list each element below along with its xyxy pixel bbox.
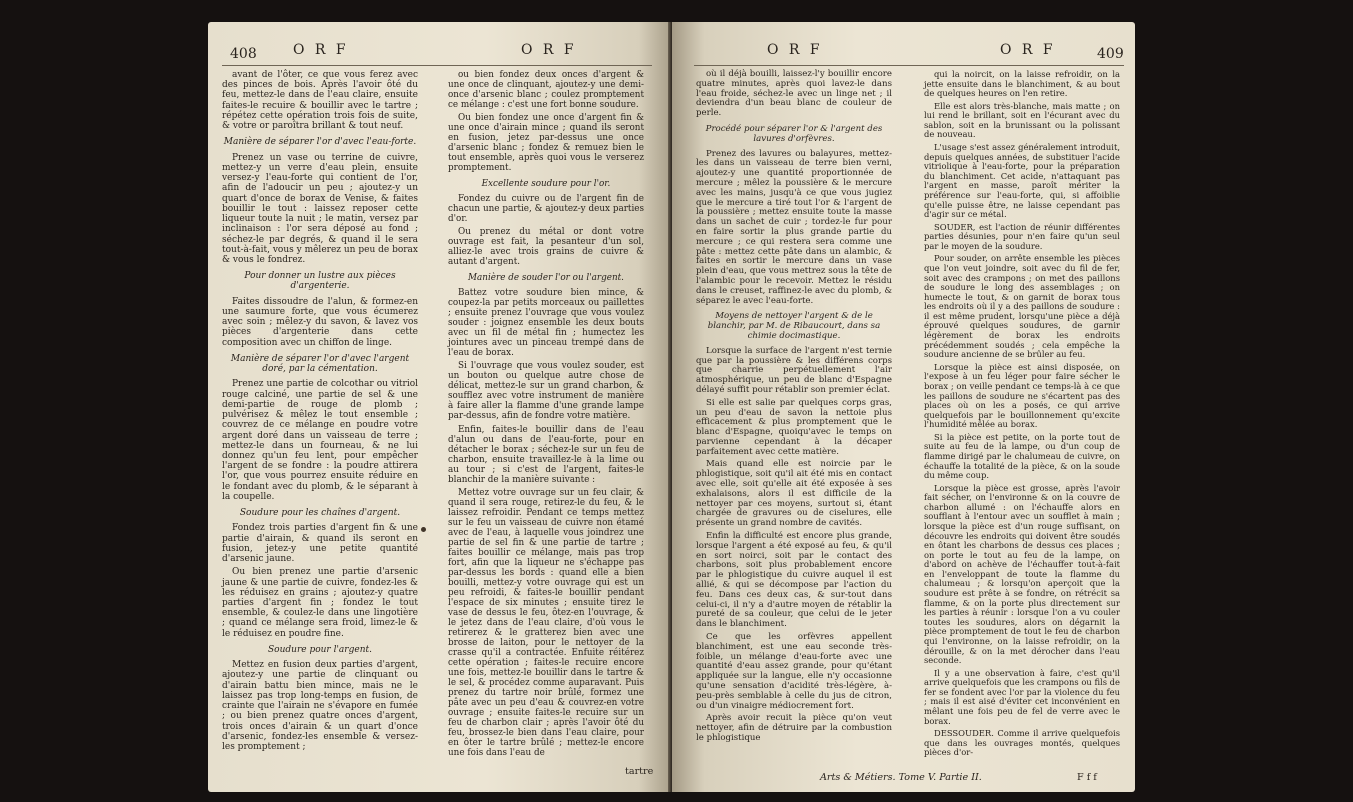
paragraph: Elle est alors très-blanche, mais matte ; on lui rend le brillant, soit en l'écurant avec du sablon, soit en la brunissant ou la polissant de nouveau.: [924, 100, 1120, 140]
paragraph: Battez votre soudure bien mince, & coupez-la par petits morceaux ou paillettes ; ensuite prenez l'ouvrage que vous voulez souder : joignez ensemble les deux bouts avec un fil de métal fin ; humectez les jointures avec un pinceau trempé dans de l'eau de borax.: [448, 288, 644, 359]
paragraph: Fondez du cuivre ou de l'argent fin de chacun une partie, & ajoutez-y deux parties d'or.: [448, 194, 644, 225]
paragraph: Mais quand elle est noircie par le phlogistique, soit qu'il ait été mis en contact avec elle, soit qu'elle ait été exposée à ses exhalaisons, alors il est difficile de la nettoyer par ces moyens, surtout si, étant chargée de gravures ou de ciselures, elle présente un grand nombre de cavités.: [696, 459, 892, 529]
running-head-right: O R F: [1000, 42, 1056, 58]
paragraph: Prenez un vase ou terrine de cuivre, mettez-y un verre d'eau plein, ensuite versez-y l'eau-forte qui contient de l'or, afin de l'adoucir un peu ; ajoutez-y un quart d'once de borax de Venise, & faites bouillir le tout : laissez reposer cette liqueur toute la nuit ; le matin, versez par inclinaison : l'or sera déposé au fond ; séchez-le par degrés, & quand il le sera tout-à-fait, vous y mêlerez un peu de borax & vous le fondrez.: [222, 152, 418, 265]
header-rule: [222, 65, 652, 66]
paragraph: Enfin, faites-le bouillir dans de l'eau d'alun ou dans de l'eau-forte, pour en détacher le borax ; séchez-le sur un feu de charbon, ensuite travaillez-le à la lime ou au tour ; si c'est de l'argent, faites-le blanchir de la manière suivante :: [448, 424, 644, 485]
section-heading: Soudure pour les chaînes d'argent.: [239, 508, 401, 519]
paragraph: Prenez une partie de colcothar ou vitriol rouge calciné, une partie de sel & une demi-partie de rouge de plomb ; pulvérisez & mêlez le tout ensemble ; couvrez de ce mélange en poudre votre argent doré dans un vaisseau de terre ; mettez-le dans un fourneau, & ne lui donnez qu'un feu lent, pour empêcher l'argent de se fondre : la poudre attirera l'or, que vous pourrez ensuite réduire en le fondant avec du plomb, & le séparant à la coupelle.: [222, 379, 418, 502]
signature-mark: F f f: [1077, 772, 1097, 783]
section-heading: Manière de séparer l'or d'avec l'argent doré, par la cémentation.: [230, 353, 410, 375]
ink-spot: [421, 527, 426, 532]
column-right: [924, 70, 1120, 761]
catchword: tartre: [625, 766, 654, 777]
paragraph: L'usage s'est assez généralement introduit, depuis quelques années, de substituer l'acide vitriolique à l'eau-forte, pour la préparation du blanchiment. Cet acide, n'attaquant pas l'argent en masse, paroît mériter la préférence sur l'eau-forte, qui, si affoiblie qu'elle puisse être, ne laisse cependant pas d'agir sur ce métal.: [924, 142, 1120, 220]
section-heading: Excellente soudure pour l'or.: [481, 179, 611, 190]
running-head-left: O R F: [293, 42, 349, 58]
paragraph: Mettez votre ouvrage sur un feu clair, & quand il sera rouge, retirez-le du feu, & le laissez refroidir. Pendant ce temps mettez sur le feu un vaisseau de cuivre non étamé avec de l'eau, à laquelle vous joindrez une partie de sel fin & une partie de tartre ; faites bouillir ce mélange, mais pas trop fort, afin que la liqueur ne s'échappe pas par-dessus les bords : quand elle a bien bouilli, mettez-y votre ouvrage qui est un peu refroidi, & faites-le bouillir pendant l'espace de six minutes ; ensuite tirez le vase de dessus le feu, ôtez-en l'ouvrage, & le jetez dans de l'eau claire, d'où vous le retirerez & le gratterez bien avec une brosse de laiton, pour le nettoyer de la crasse qu'il a contractée. Enfuite réitérez cette opération ; faites-le recuire encore une fois, mettez-le bouillir dans le tartre & le sel, & procédez comme auparavant. Puis prenez du tartre noir brûlé, formez une pâte avec un peu d'eau & couvrez-en votre ouvrage ; ensuite faites-le recuire sur un feu de charbon clair ; après l'avoir ôté du feu, brossez-le bien dans l'eau claire, pour en ôter le tartre brûlé ; mettez-le encore une fois dans l'eau de: [448, 487, 644, 758]
paragraph: Après avoir recuit la pièce qu'on veut nettoyer, afin de détruire par la combustion le phlogistique: [696, 713, 892, 743]
paragraph: SOUDER, est l'action de réunir différentes parties désunies, pour n'en faire qu'un seul par le moyen de la soudure.: [924, 221, 1120, 251]
section-heading: Pour donner un lustre aux pièces d'argenterie.: [244, 271, 396, 292]
column-right: [448, 70, 644, 761]
paragraph: Lorsque la pièce est grosse, après l'avoir fait sécher, on l'environne & on la couvre de charbon allumé : on l'échauffe alors en soufflant à l'entour avec un soufflet à main ; lorsque la pièce est d'un rouge suffisant, on découvre les endroits qui doivent être soudés en ôtant les charbons de dessus ces places ; on porte le tout au feu de la lampe, on d'abord on achève de l'échauffer tout-à-fait en l'enveloppant de toute la flamme du chalumeau ; & lorsqu'on aperçoit que la soudure est prête à se fondre, on rétrécit sa flamme, & on la porte plus directement sur les parties à réunir : lorsque l'on a vu couler toutes les soudures, alors on dégarnit la pièce promptement de tout le feu de charbon qui l'environne, on la laisse refroidir, on la dérouille, & on la met dérocher dans l'eau seconde.: [924, 482, 1120, 666]
running-head-left: O R F: [767, 42, 823, 58]
section-heading: Moyens de nettoyer l'argent & de le blanchir, par M. de Ribaucourt, dans sa chimie docimastique.: [707, 311, 881, 341]
left-page: [208, 22, 671, 792]
paragraph: Ou bien fondez une once d'argent fin & une once d'airain mince ; quand ils seront en fusion, jetez par-dessus une once d'arsenic blanc ; fondez & remuez bien le tout ensemble, après quoi vous le verserez promptement.: [448, 113, 644, 174]
column-left: [696, 70, 892, 747]
header-rule: [694, 65, 1124, 66]
paragraph: Mettez en fusion deux parties d'argent, ajoutez-y une partie de clinquant ou d'airain battu bien mince, mais ne le laissez pas trop long-temps en fusion, de crainte que l'airain ne s'évapore en fumée ; ou bien prenez quatre onces d'argent, trois onces d'airain & un quart d'once d'arsenic, fondez-les ensemble & versez-les promptement ;: [222, 660, 418, 753]
right-page: [672, 22, 1135, 792]
page-number: 409: [1097, 46, 1124, 62]
paragraph: où il déjà bouilli, laissez-l'y bouillir encore quatre minutes, après quoi lavez-le dans l'eau froide, séchez-le avec un linge net ; il deviendra d'un beau blanc de couleur de perle.: [696, 69, 892, 119]
section-heading: Soudure pour l'argent.: [268, 644, 372, 655]
paragraph: Si l'ouvrage que vous voulez souder, est un bouton ou quelque autre chose de délicat, mettez-le sur un grand charbon, & soufflez avec votre instrument de manière à faire aller la flamme d'une grande lampe par-dessus, afin de fondre votre matière.: [448, 361, 644, 422]
paragraph: Si elle est salie par quelques corps gras, un peu d'eau de savon la nettoie plus efficacement & plus promptement que le blanc d'Espagne, quoiqu'avec le temps on parvienne cependant à la décaper parfaitement avec cette matière.: [696, 397, 892, 457]
paragraph: ou bien fondez deux onces d'argent & une once de clinquant, ajoutez-y une demi-once d'arsenic blanc ; coulez promptement ce mélange : c'est une fort bonne soudure.: [448, 70, 644, 111]
paragraph: DESSOUDER. Comme il arrive quelquefois que dans les ouvrages montés, quelques pièces d'or-: [924, 728, 1120, 758]
paragraph: Prenez des lavures ou balayures, mettez-les dans un vaisseau de terre bien verni, ajoutez-y une quantité proportionnée de mercure ; mêlez la poussière & le mercure avec les mains, jusqu'à ce que vous jugiez que le mercure a tiré tout l'or & l'argent de la poussière ; mettez ensuite toute la masse dans un sachet de cuir ; tordez-le fur pour en faire sortir la plus grande partie du mercure ; ce qui restera sera comme une pâte : mettez cette pâte dans un alambic, & faites en sortir le mercure dans un vase plein d'eau, que vous mettrez sous la tête de l'alambic pour le recevoir. Mettez le résidu dans le creuset, raffinez-le avec du plomb, & séparez le avec l'eau-forte.: [696, 148, 892, 306]
paragraph: Il y a une observation à faire, c'est qu'il arrive quelquefois que les crampons ou fils de fer se fondent avec l'or par la violence du feu ; mais il est aisé d'éviter cet inconvénient en mêlant une fois peu de fel de verre avec le borax.: [924, 667, 1120, 726]
paragraph: Ou prenez du métal or dont votre ouvrage est fait, la pesanteur d'un sol, alliez-le avec trois grains de cuivre & autant d'argent.: [448, 227, 644, 268]
paragraph: Ou bien prenez une partie d'arsenic jaune & une partie de cuivre, fondez-les & les réduisez en grains ; ajoutez-y quatre parties d'argent fin ; fondez le tout ensemble, & coulez-le dans une lingotière ; quand ce mélange sera froid, limez-le & le réduisez en poudre fine.: [222, 567, 418, 639]
section-heading: Manière de séparer l'or d'avec l'eau-forte.: [223, 137, 417, 148]
paragraph: qui la noircit, on la laisse refroidir, on la jette ensuite dans le blanchiment, & au bout de quelques heures on l'en retire.: [924, 69, 1120, 99]
paragraph: Fondez trois parties d'argent fin & une partie d'airain, & quand ils seront en fusion, jetez-y une petite quantité d'arsenic jaune.: [222, 523, 418, 565]
paragraph: Lorsque la surface de l'argent n'est ternie que par la poussière & les différens corps que charrie perpétuellement l'air atmosphérique, un peu de blanc d'Espagne délayé suffit pour rétablir son premier éclat.: [696, 345, 892, 395]
paragraph: Lorsque la pièce est ainsi disposée, on l'expose à un feu léger pour faire sécher le borax ; on veille pendant ce temps-là à ce que les paillons de soudure ne s'écartent pas des places où on les a posés, ce qui arrive quelquefois par le bouillonnement qu'excite l'humidité mêlée au borax.: [924, 361, 1120, 430]
paragraph: Faites dissoudre de l'alun, & formez-en une saumure forte, que vous écumerez avec soin ; mêlez-y du savon, & lavez vos pièces d'argenterie dans cette composition avec un chiffon de linge.: [222, 296, 418, 348]
paragraph: Pour souder, on arrête ensemble les pièces que l'on veut joindre, soit avec du fil de fer, soit avec des crampons ; on met des paillons de soudure le long des assemblages ; on humecte le tout, & on garnit de borax tous les endroits où il y a des paillons de soudure : il est même prudent, lorsqu'une pièce a déjà éprouvé quelques soudures, de garnir légèrement de borax les endroits précédemment soudés ; cela empêche la soudure ancienne de se brûler au feu.: [924, 253, 1120, 360]
footer-volume: Arts & Métiers. Tome V. Partie II.: [820, 772, 982, 783]
section-heading: Procédé pour séparer l'or & l'argent des lavures d'orfèvres.: [705, 123, 883, 144]
paragraph: Ce que les orfèvres appellent blanchiment, est une eau seconde très-foible, un mélange d'eau-forte avec une quantité d'eau assez grande, pour qu'étant appliquée sur la langue, elle n'y occasionne qu'une sensation d'acidité très-légère, à-peu-près semblable à celle du jus de citron, ou d'un vinaigre médiocrement fort.: [696, 632, 892, 711]
running-head-right: O R F: [521, 42, 577, 58]
paragraph: avant de l'ôter, ce que vous ferez avec des pinces de bois. Après l'avoir ôté du feu, mettez-le dans de l'eau claire, ensuite faites-le recuire & bouillir avec le tartre ; répétez cette opération trois fois de suite, & votre or paroîtra brillant & tout neuf.: [222, 70, 418, 132]
column-left: [222, 70, 418, 755]
section-heading: Manière de souder l'or ou l'argent.: [468, 273, 624, 284]
paragraph: Si la pièce est petite, on la porte tout de suite au feu de la lampe, ou d'un coup de flamme dirigé par le chalumeau de cuivre, on échauffe la totalité de la pièce, & on la soude du même coup.: [924, 431, 1120, 481]
page-number: 408: [230, 46, 257, 62]
paragraph: Enfin la difficulté est encore plus grande, lorsque l'argent a été exposé au feu, & qu'il en sort noirci, soit par le contact des charbons, soit plus probablement encore par le phlogistique du cuivre auquel il est allié, & qui se décompose par l'action du feu. Dans ces deux cas, & sur-tout dans celui-ci, il n'y a d'autre moyen de rétablir la pureté de sa couleur, que celui de le jeter dans le blanchiment.: [696, 531, 892, 630]
